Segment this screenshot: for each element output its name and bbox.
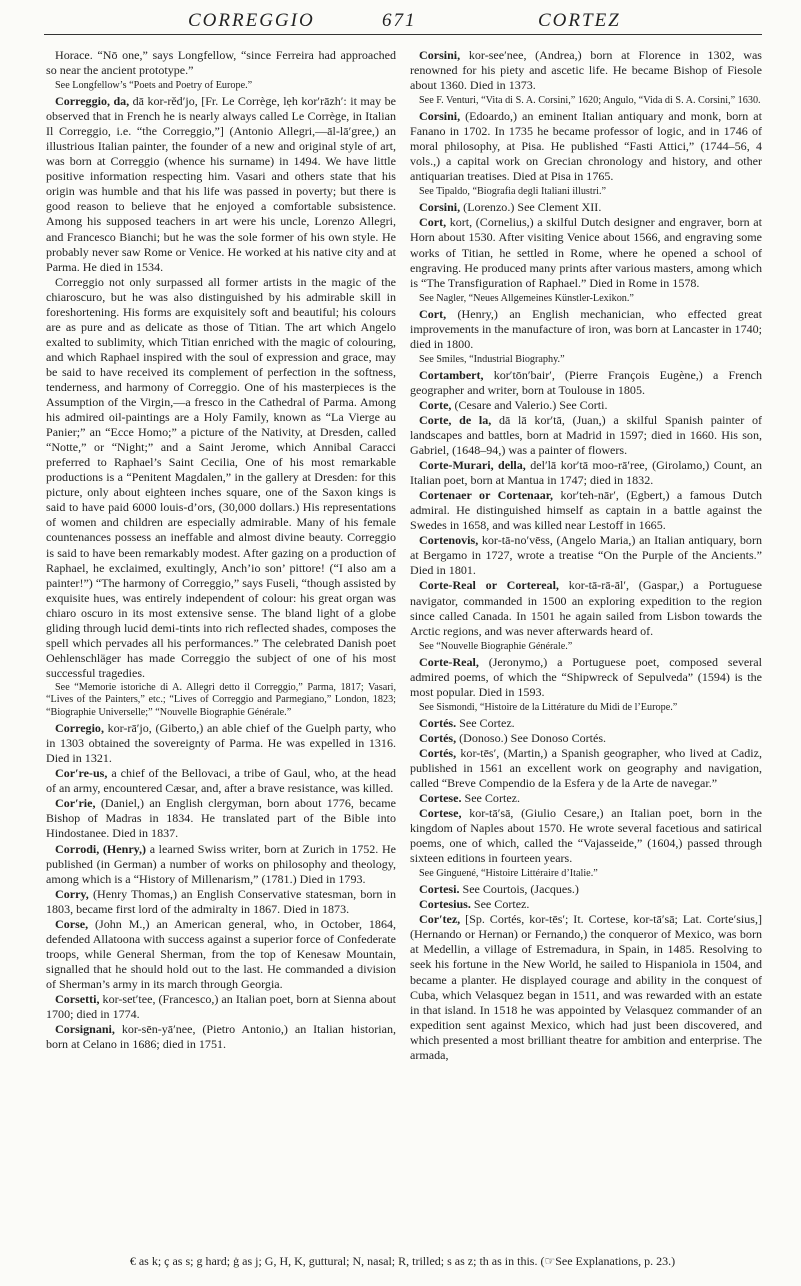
entry-headword: Corregio, — [55, 721, 104, 736]
entry-headword: Corse, — [55, 916, 89, 931]
entry-headword: Corte-Murari, della, — [419, 458, 526, 473]
dictionary-entry — [410, 746, 762, 791]
reference-note — [410, 185, 762, 198]
entry-headword: Cortés, — [419, 745, 457, 760]
entry-text: See Nagler, “Neues Allgemeines Künstler-Lexikon.” — [419, 292, 634, 304]
dictionary-entry — [46, 1022, 396, 1052]
dictionary-entry — [410, 398, 762, 413]
entry-headword: Cortambert, — [419, 367, 484, 382]
entry-headword: Corte-Real or Cortereal, — [419, 578, 559, 593]
dictionary-entry — [410, 897, 762, 912]
reference-note — [410, 94, 762, 107]
entry-text: See Ginguené, “Histoire Littéraire d’Italie.” — [419, 868, 598, 880]
paragraph — [46, 275, 396, 681]
reference-note — [46, 79, 396, 92]
dictionary-entry — [410, 731, 762, 746]
dictionary-entry — [410, 578, 762, 638]
entry-headword: Corsini, — [419, 200, 461, 215]
entry-text: See Smiles, “Industrial Biography.” — [419, 353, 565, 365]
dictionary-entry — [410, 109, 762, 184]
entry-text: See Courtois, (Jacques.) — [459, 882, 579, 897]
entry-text: kor′teh-nār′, (Egbert,) a famous Dutch admiral. He distinguished himself as captain in a battle against the Swedes in 1658, and was killed near Lestoff in 1665. — [410, 488, 762, 533]
reference-note — [410, 640, 762, 653]
entry-text: (John M.,) an American general, who, in October, 1864, defended Allatoona with success against a superior force of Confederate troops, while General Sherman, from the top of Kenesaw Mountain, signalled that he should hold out to the last. He commanded a division of Sherman’s army in its march through Georgia. — [46, 916, 396, 991]
entry-text: See “Memorie istoriche di A. Allegri detto il Correggio,” Parma, 1817; Vasari, “Lives of the Painters,” etc.; “Lives of Correggio and Parmegiano,” London, 1823; “Biographie Universelle;” “Nouvelle Biographie Générale.” — [46, 681, 396, 718]
entry-text: (Lorenzo.) See Clement XII. — [460, 200, 602, 215]
entry-text: [Sp. Cortés, kor-tēs′; It. Cortese, kor-tā′sā; Lat. Corte′sius,] (Hernando or Hernan) or Fernando,) the conqueror of Mexico, was born at Medellin, a village of Estremadura, in Spain, in 1485. Resolving to seek his fortune in the New World, he sailed to Hispaniola in 1504, and became a planter. He displayed courage and ability in the conquest of Cuba, which Velasquez began in 1511, and was rewarded with an estate in that island. In 1518 he was appointed by Velasquez commander of an expedition sent against Mexico, which had just been discovered, and which presented a most brilliant theatre for ambition and enterprise. The armada, — [410, 912, 762, 1062]
header-left-word: CORREGGIO — [188, 10, 315, 31]
entry-text: (Daniel,) an English clergyman, born about 1776, became Bishop of Madras in 1834. He translated part of the Bible into Hindostanee. Died in 1837. — [46, 796, 396, 841]
entry-text: Correggio not only surpassed all former artists in the magic of the chiaroscuro, but he was also distinguished by his admirable skill in foreshortening. His forms are exquisitely soft and beautiful; his colours are as pure and as delicate as those of Titian. The art which Angelo exalted to sublimity, which Titian enriched with the magic of colouring, and which Raphael inspired with the soul of expression and grace, may be said to have received its complement of perfection in the softness, tenderness, and harmony of Correggio. One of his masterpieces is the Assumption of the Virgin,—a fresco in the Cathedral of Parma. Among his admired oil-paintings are a Holy Family, known as “La Vierge au Panier;” an “Ecce Homo;” a picture of the Nativity, at Dresden, called “Notte,” or “Night;” and a Saint Jerome, which Annibal Caracci preferred to Raphael’s Saint Cecilia, One of his most remarkable productions is a “Penitent Magdalen,” in the gallery at Dresden: for this picture, only about eighteen inches square, one of the Saxon kings is said to have paid 6000 louis-d’ors, (30,000 dollars.) His representations of women and children are especially admirable. Many of his female countenances possess an ineffable and almost divine beauty. Correggio is said to have been remarkably modest. After gazing on a production of Raphael, he exclaimed, exultingly, Anch’io son’ pittore! (“I also am a painter!”) “The harmony of Correggio,” says Fuseli, “though assisted by exquisite hues, was entirely independent of colour: his great organ was chiaro oscuro in its most extensive sense. The bland light of a globe gliding through lucid demi-tints into rich reflected shades, composes the spell which pervades all his performances.” The celebrated Danish poet Oehlenschläger has made Correggio the subject of one of his most successful tragedies. — [46, 274, 396, 680]
entry-headword: Cortesi. — [419, 882, 460, 897]
entry-headword: Corrodi, (Henry,) — [55, 841, 147, 856]
entry-text: See Cortez. — [456, 715, 515, 730]
entry-headword: Corsini, — [419, 48, 461, 62]
reference-note — [46, 682, 396, 719]
entry-headword: Cort, — [419, 306, 447, 321]
entry-text: See Cortez. — [470, 897, 530, 912]
entry-text: (Cesare and Valerio.) See Corti. — [451, 397, 608, 412]
page-number: 671 — [382, 10, 417, 31]
entry-headword: Cortés. — [419, 715, 457, 730]
dictionary-entry — [46, 721, 396, 766]
dictionary-entry — [410, 368, 762, 398]
entry-text: kor-tēs′, (Martin,) a Spanish geographer, who lived at Cadiz, published in 1561 an excellent work on geography and navigation, called “Breve Compendio de la Esfera y de la Arte de navegar.” — [410, 745, 762, 790]
running-header — [0, 6, 801, 36]
dictionary-entry — [46, 766, 396, 796]
entry-headword: Corsini, — [419, 109, 461, 124]
header-right-word: CORTEZ — [538, 10, 621, 31]
paragraph — [46, 48, 396, 78]
entry-text: See Longfellow’s “Poets and Poetry of Europe.” — [55, 80, 253, 92]
entry-headword: Cortenovis, — [419, 533, 479, 548]
dictionary-entry — [410, 215, 762, 290]
dictionary-entry — [46, 94, 396, 275]
entry-text: del′lā kor′tā moo-rā′ree, (Girolamo,) Count, an Italian poet, born at Mantua in 1747; died in 1832. — [410, 458, 762, 488]
dictionary-entry — [410, 882, 762, 897]
entry-text: Horace. “Nō one,” says Longfellow, “since Ferreira had approached so near the ancient prototype.” — [46, 48, 396, 78]
entry-headword: Cort, — [419, 215, 447, 230]
reference-note — [410, 292, 762, 305]
entry-headword: Cor′re-us, — [55, 766, 108, 781]
entry-text: dā kor-rĕd′jo, [Fr. Le Corrège, lẹh kor′rāzh′: it may be observed that in French he is nearly always called Le Corrège, in Italian Il Correggio, i.e. “the Correggio,”] (Antonio Allegri,—āl-lā′gree,) an illustrious Italian painter, the founder of a new and original style of art, was born at Correggio (whence his surname) in 1494. We have little positive information respecting him. Vasari and others state that his origin was humble and that his life was passed in poverty; but there is good reason to believe that he enjoyed a comfortable subsistence. Among his supposed teachers in art were his uncle, Lorenzo Allegri, and Francesco Bianchi; but he was the sole former of his own style. He probably never saw Rome or Venice. He worked at his native city and at Parma. He died in 1534. — [46, 94, 396, 274]
entry-text: a chief of the Bellovaci, a tribe of Gaul, who, at the head of an army, encountered Cæsar, and, after a brave resistance, was killed. — [46, 766, 396, 796]
right-column — [410, 48, 762, 1063]
entry-headword: Corry, — [55, 886, 89, 901]
left-column — [46, 48, 396, 1052]
dictionary-entry — [46, 992, 396, 1022]
reference-note — [410, 701, 762, 714]
dictionary-entry — [46, 842, 396, 887]
dictionary-entry — [410, 307, 762, 352]
entry-headword: Corte, de la, — [419, 412, 492, 427]
entry-text: kor-sēn-yā′nee, (Pietro Antonio,) an Italian historian, born at Celano in 1686; died in 1751. — [46, 1022, 396, 1052]
reference-note — [410, 867, 762, 880]
header-rule — [44, 34, 762, 35]
entry-headword: Correggio, da, — [55, 94, 130, 109]
entry-text: kor-tā-no′vēss, (Angelo Maria,) an Italian antiquary, born at Bergamo in 1727, wrote a treatise “On the Purple of the Ancients.” Died in 1801. — [410, 533, 762, 578]
entry-text: (Jeronymo,) a Portuguese poet, composed several admired poems, of which the “Shipwreck of Sepulveda” (1594) is the most popular. Died in 1593. — [410, 654, 762, 699]
entry-text: See Cortez. — [461, 791, 521, 806]
entry-headword: Cortesius. — [419, 897, 471, 912]
entry-text: kor-set′tee, (Francesco,) an Italian poet, born at Sienna about 1700; died in 1774. — [46, 991, 396, 1022]
entry-headword: Cor′tez, — [419, 912, 461, 927]
entry-text: kor-rā′jo, (Giberto,) an able chief of the Guelph party, who in 1303 obtained the sovereignty of Parma. He was expelled in 1316. Died in 1321. — [46, 721, 396, 766]
entry-text: (Henry Thomas,) an English Conservative statesman, born in 1803, became first lord of the admiralty in 1867. Died in 1873. — [46, 886, 396, 916]
dictionary-entry — [410, 716, 762, 731]
entry-text: (Donoso.) See Donoso Cortés. — [456, 730, 607, 745]
pronunciation-key-footer: € as k; ç as s; g hard; ġ as j; G, H, K, guttural; N, nasal; R, trilled; s as z; th as in this. (☞See Explanations, p. 23.) — [129, 1254, 676, 1268]
entry-text: dā lā kor′tā, (Juan,) a skilful Spanish painter of landscapes and battles, born at Madrid in 1597; died in 1660. His son, Gabriel, (1648–94,) was a painter of flowers. — [410, 412, 762, 458]
dictionary-entry — [46, 887, 396, 917]
entry-text: (Edoardo,) an eminent Italian antiquary and monk, born at Fanano in 1702. In 1735 he became professor of logic, and in 1746 of moral philosophy, at Pisa. He published “Fasti Attici,” (1744–56, 4 vols.,) a capital work on Grecian chronology and history, and other antiquarian treatises. Died at Pisa in 1765. — [410, 109, 762, 184]
entry-headword: Corte-Real, — [419, 654, 479, 669]
entry-text: kor-tā-rā-āl′, (Gaspar,) a Portuguese navigator, commanded in 1500 an exploring expedition to the region since called Canada. In 1501 he again sailed from Lisbon towards the Arctic regions, and was never afterwards heard of. — [410, 578, 762, 638]
dictionary-entry — [46, 917, 396, 992]
entry-text: kort, (Cornelius,) a skilful Dutch designer and engraver, born at Horn about 1530. After visiting Venice about 1566, and engraving some works of Titian, he settled in Rome, where he opened a school of engraving. He produced many prints after various masters, among which is “The Transfiguration of Raphael.” Died in Rome in 1578. — [410, 215, 762, 290]
dictionary-entry — [410, 806, 762, 866]
dictionary-entry — [410, 655, 762, 700]
entry-headword: Corsetti, — [55, 991, 100, 1006]
dictionary-entry — [410, 791, 762, 806]
entry-text: See “Nouvelle Biographie Générale.” — [419, 640, 573, 652]
dictionary-entry — [410, 413, 762, 458]
entry-text: kor-see′nee, (Andrea,) born at Florence in 1302, was renowned for his piety and ascetic life. He became Bishop of Fiesole about 1360. Died in 1373. — [410, 48, 762, 93]
dictionary-entry — [410, 488, 762, 533]
entry-headword: Corsignani, — [55, 1022, 115, 1037]
dictionary-entry — [46, 796, 396, 841]
entry-text: (Henry,) an English mechanician, who effected great improvements in the manufacture of iron, was born at Lancaster in 1740; died in 1800. — [410, 306, 762, 351]
entry-headword: Cortese. — [419, 791, 462, 806]
dictionary-entry — [410, 48, 762, 93]
entry-text: kor′tōn′bair′, (Pierre François Eugène,) a French geographer and writer, born at Toulouse in 1805. — [410, 367, 762, 397]
entry-headword: Cortenaer or Cortenaar, — [419, 488, 554, 503]
entry-headword: Cortés, — [419, 730, 457, 745]
reference-note — [410, 353, 762, 366]
entry-text: a learned Swiss writer, born at Zurich in 1752. He published (in German) a number of works on philosophy and theology, among which is a “History of Millenarism,” (1781.) Died in 1793. — [46, 841, 396, 886]
entry-headword: Cortese, — [419, 806, 462, 821]
entry-headword: Cor′rie, — [55, 796, 96, 811]
entry-text: kor-tā′sā, (Giulio Cesare,) an Italian poet, born in the kingdom of Naples about 1570. He wrote several facetious and satirical poems, one of which, called the “Vajasseide,” (1604,) passed through sixteen editions in fourteen years. — [410, 806, 762, 866]
entry-headword: Corte, — [419, 397, 452, 412]
entry-text: See Sismondi, “Histoire de la Littérature du Midi de l’Europe.” — [419, 701, 678, 713]
entry-text: See Tipaldo, “Biografia degli Italiani illustri.” — [419, 186, 607, 198]
dictionary-entry — [410, 533, 762, 578]
dictionary-entry — [410, 200, 762, 215]
dictionary-entry — [410, 912, 762, 1062]
entry-text: See F. Venturi, “Vita di S. A. Corsini,” 1620; Angulo, “Vida di S. A. Corsini,” 1630. — [419, 95, 761, 107]
dictionary-entry — [410, 458, 762, 488]
